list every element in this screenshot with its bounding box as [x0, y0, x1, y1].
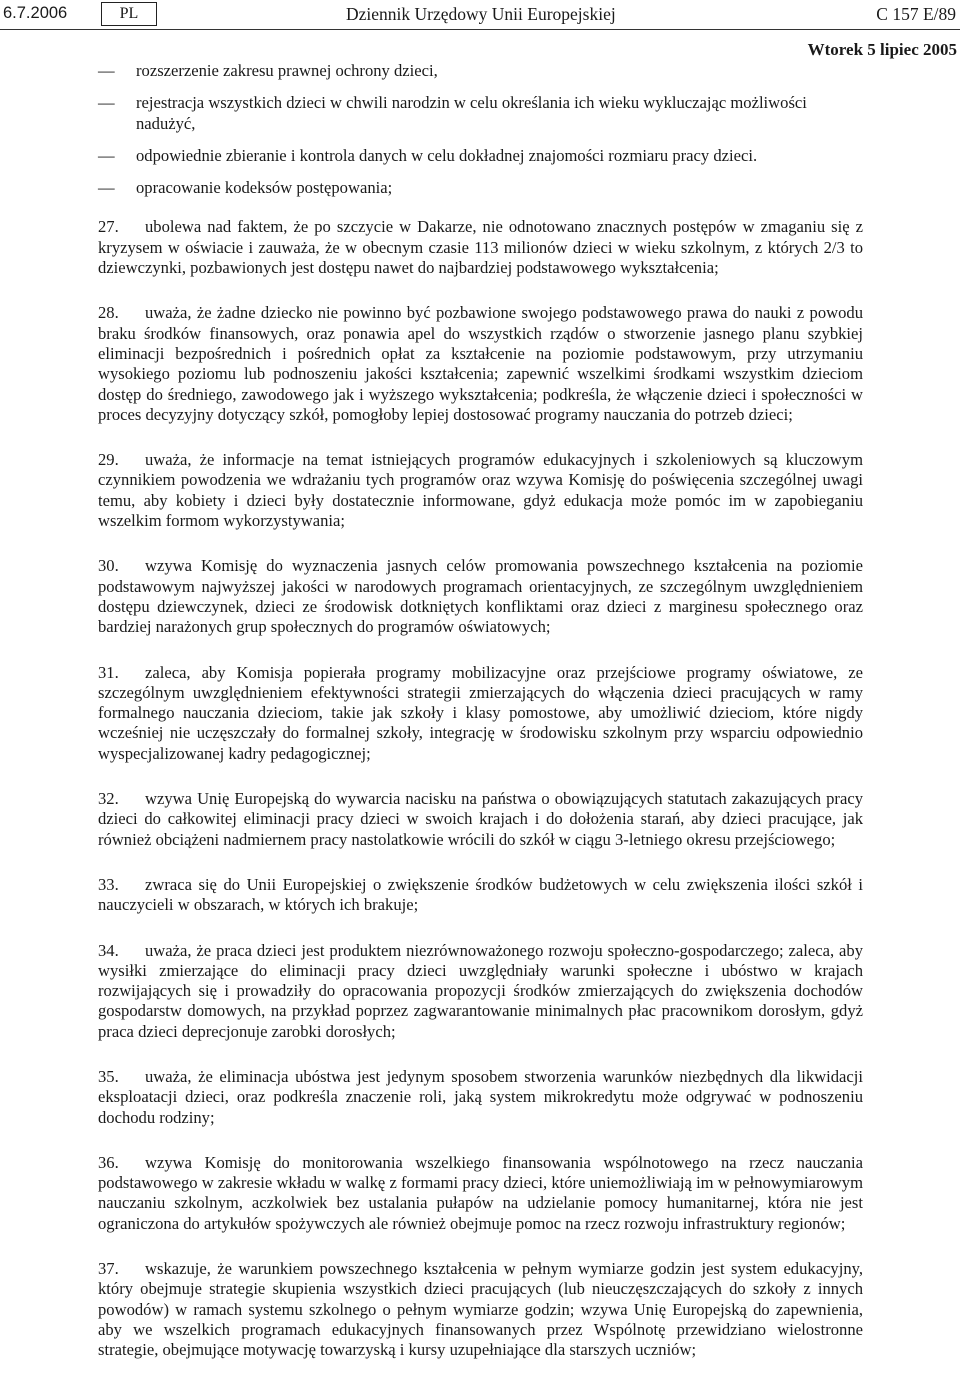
- list-item-text: rejestracja wszystkich dzieci w chwili narodzin w celu określania ich wieku wykluczając możliwości nadużyć,: [136, 93, 807, 133]
- paragraph-number: 33.: [98, 874, 119, 894]
- paragraph-text: uważa, że informacje na temat istniejących programów edukacyjnych i szkoleniowych są kluczowym czynnikiem powodzenia we wdrażaniu tych programów oraz wzywa Komisję do poświęcenia szczególnej uwagi temu, aby kobiety i dzieci były dostatecznie informowane, gdyż edukacja może pomóc im w zapobieganiu wszelkim formom wykorzystywania;: [98, 450, 863, 531]
- list-item-text: rozszerzenie zakresu prawnej ochrony dzieci,: [136, 61, 438, 80]
- paragraph-text: zwraca się do Unii Europejskiej o zwiększenie środków budżetowych w celu zwiększenia ilości szkół i nauczycieli w obszarach, w których ich brakuje;: [98, 874, 863, 915]
- paragraph-number: 35.: [98, 1066, 119, 1086]
- numbered-paragraphs: [98, 217, 863, 1360]
- header-divider: [0, 29, 960, 30]
- list-item: [98, 146, 863, 166]
- paragraph-34: [98, 941, 863, 1042]
- paragraph-text: wskazuje, że warunkiem powszechnego kształcenia w pełnym wymiarze godzin jest system edukacyjny, który obejmuje strategie skupienia wszystkich dzieci pracujących (lub nieuczęszczających do szkoły z innych powodów) w ramach systemu szkolnego o pełnym wymiarze godzin; wzywa Unię Europejską do zapewnienia, aby we wszelkich programach edukacyjnych finansowanych przez Wspólnotę przewidziano wielostronne strategie, obejmujące motywację towarzyską i kursy uzupełniające dla starszych uczniów;: [98, 1259, 863, 1360]
- paragraph-32: [98, 789, 863, 850]
- paragraph-text: uważa, że praca dzieci jest produktem niezrównoważonego rozwoju społeczno-gospodarczego; zaleca, aby wysiłki zmierzające do eliminacji pracy dzieci uwzględniały warunki społeczne i ubóstwo w krajach rozwijających się i prowadziły do opracowania propozycji środków zmierzających do zwiększenia dochodów gospodarstw domowych, na przykład poprzez zagwarantowanie minimalnych płac pracownikom dorosłym, gdyż praca dzieci deprecjonuje zarobki dorosłych;: [98, 940, 863, 1041]
- paragraph-number: 29.: [98, 450, 119, 470]
- paragraph-29: [98, 450, 863, 531]
- document-body: [98, 61, 863, 1386]
- paragraph-number: 36.: [98, 1152, 119, 1172]
- dash-symbol: —: [98, 145, 115, 165]
- dash-list: [98, 61, 863, 198]
- list-item: [98, 178, 863, 198]
- list-item: [98, 93, 863, 134]
- journal-title: Dziennik Urzędowy Unii Europejskiej: [346, 4, 616, 24]
- paragraph-number: 30.: [98, 556, 119, 576]
- paragraph-number: 34.: [98, 940, 119, 960]
- dash-symbol: —: [98, 61, 115, 80]
- list-item: [98, 61, 863, 81]
- list-item-text: opracowanie kodeksów postępowania;: [136, 178, 393, 198]
- paragraph-30: [98, 556, 863, 637]
- paragraph-text: uważa, że eliminacja ubóstwa jest jedynym sposobem stworzenia warunków niezbędnych dla likwidacji eksploatacji dzieci, oraz podkreśla znaczenie roli, jaką system mikrokredytu może odgrywać w podnoszeniu dochodu rodziny;: [98, 1066, 863, 1127]
- publication-date: 6.7.2006: [3, 4, 68, 22]
- page-code: C 157 E/89: [876, 4, 956, 24]
- paragraph-28: [98, 303, 863, 425]
- dash-symbol: —: [98, 93, 115, 113]
- paragraph-number: 37.: [98, 1259, 119, 1279]
- paragraph-31: [98, 663, 863, 764]
- paragraph-37: [98, 1259, 863, 1360]
- page-header: [0, 0, 960, 32]
- paragraph-number: 32.: [98, 789, 119, 809]
- paragraph-35: [98, 1067, 863, 1128]
- paragraph-text: ubolewa nad faktem, że po szczycie w Dakarze, nie odnotowano znacznych postępów w zmaganiu się z kryzysem w oświacie i zauważa, że w obecnym czasie 113 milionów dzieci w wieku szkolnym, z których 2/3 to dziewczynki, pozbawionych jest dostępu nawet do najbardziej podstawowego wykształcenia;: [98, 217, 863, 278]
- paragraph-text: zaleca, aby Komisja popierała programy mobilizacyjne oraz przejściowe programy oświatowe, ze szczególnym uwzględnieniem efektywności strategii zmierzających do włączenia dzieci pracujących w ramy formalnego nauczania dzieciom, takie jak szkoły i klasy pomostowe, aby umożliwić dzieciom, które nigdy wcześniej nie uczęszczały do formalnej szkoły, integrację w środowisku szkolnym przy wsparciu odpowiednio wyspecjalizowanej kadry pedagogicznej;: [98, 662, 863, 763]
- language-badge: PL: [101, 2, 157, 26]
- paragraph-27: [98, 217, 863, 278]
- dash-symbol: —: [98, 178, 115, 198]
- paragraph-number: 31.: [98, 662, 119, 682]
- list-item-text: odpowiednie zbieranie i kontrola danych w celu dokładnej znajomości rozmiaru pracy dzieci.: [136, 145, 758, 165]
- paragraph-33: [98, 875, 863, 916]
- paragraph-text: uważa, że żadne dziecko nie powinno być pozbawione swojego podstawowego prawa do nauki z powodu braku środków finansowych, oraz ponawia apel do wszystkich rządów o stworzenie jasnego planu szybkiej eliminacji bezpośrednich i pośrednich opłat za kształcenie na poziomie podstawowym, przy utrzymaniu wysokiego poziomu lub podnoszeniu jakości kształcenia; zapewnić wszelkimi środkami wszystkim dzieciom dostęp do średniego, zawodowego jak i wyższego wykształcenia; podkreśla, że włączenie dzieci i społeczności w proces decyzyjny dotyczący szkół, pomogłoby lepiej dostosować programy nauczania do potrzeb dzieci;: [98, 303, 863, 424]
- paragraph-text: wzywa Komisję do monitorowania wszelkiego finansowania wspólnotowego na rzecz nauczania podstawowego w zakresie wkładu w walkę z formami pracy dzieci, które uniemożliwiają im w pełnowymiarowym nauczaniu szkolnym, aczkolwiek bez ustalania pułapów na udzielanie pomocy humanitarnej, która nie jest ograniczona do artykułów spożywczych ale również obejmuje pomoc na rzecz rozwoju infrastruktury regionów;: [98, 1152, 863, 1233]
- session-date: Wtorek 5 lipiec 2005: [807, 40, 957, 59]
- paragraph-text: wzywa Unię Europejską do wywarcia nacisku na państwa o obowiązujących statutach zakazujących pracy dzieci do całkowitej eliminacji pracy dzieci w swoich krajach i do dołożenia starań, aby dzieci pracujące, jak również obciążeni nadmiernem pracy nastolatkowie wrócili do szkół w ciągu 3-letniego okresu przejściowego;: [98, 789, 863, 849]
- paragraph-number: 28.: [98, 303, 119, 323]
- paragraph-text: wzywa Komisję do wyznaczenia jasnych celów promowania powszechnego kształcenia na poziomie podstawowym najwyższej jakości w narodowych programach orientacyjnych, ze szczególnym uwzględnieniem dostępu dziewczynek, dzieci ze środowisk dotkniętych konfliktami oraz dzieci z marginesu społecznego oraz bardziej narażonych grup społecznych do programów oświatowych;: [98, 556, 863, 637]
- paragraph-number: 27.: [98, 217, 119, 237]
- paragraph-36: [98, 1153, 863, 1234]
